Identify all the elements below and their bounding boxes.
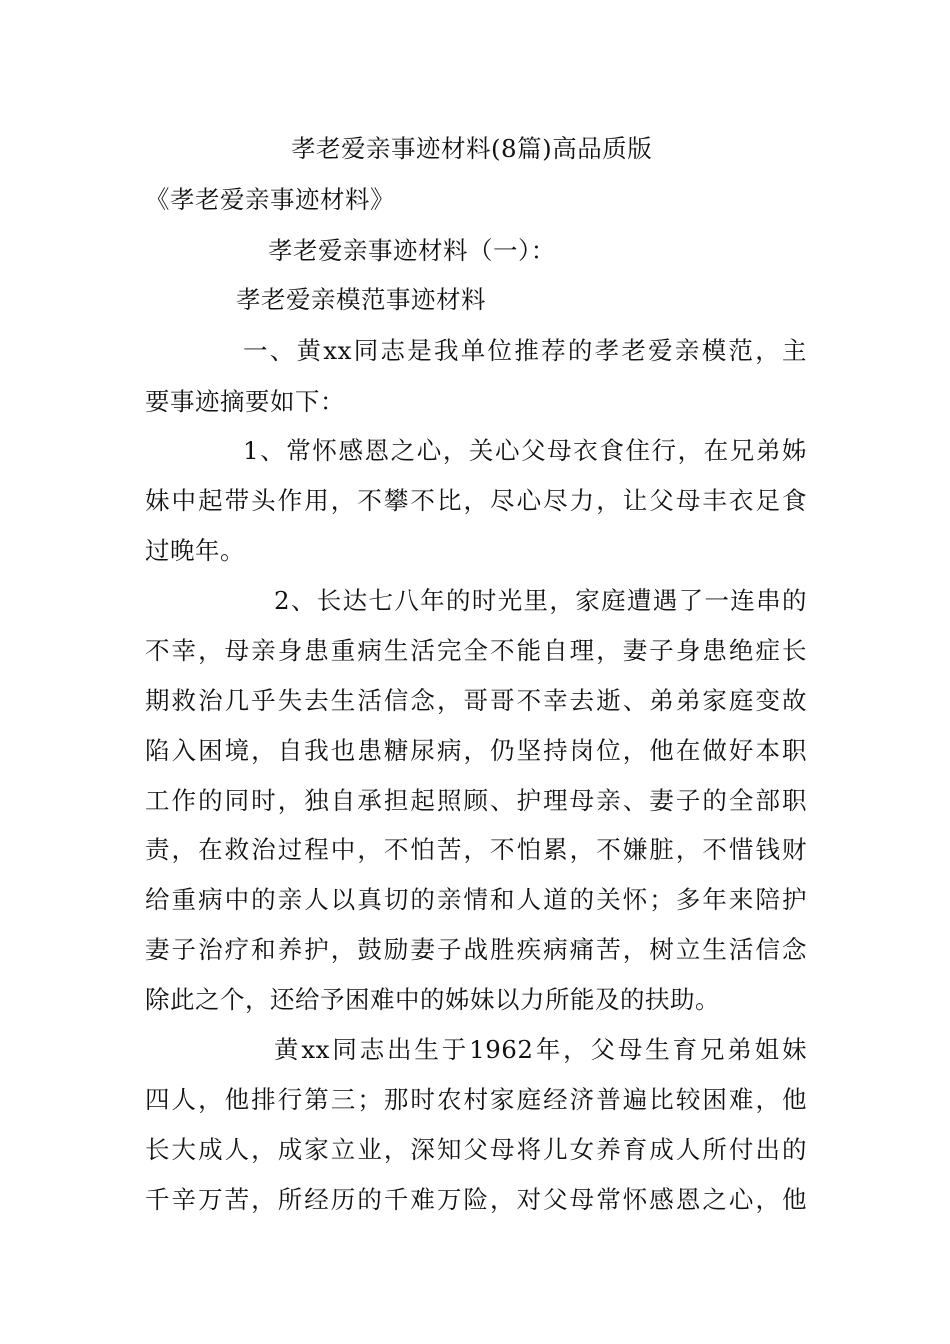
- paragraph-2-line-3: 过晚年。: [145, 536, 245, 565]
- paragraph-2-line-2: 妹中起带头作用，不攀不比，尽心尽力，让父母丰衣足食: [145, 486, 807, 515]
- paragraph-3-line-1: 2、长达七八年的时光里，家庭遭遇了一连串的: [274, 586, 807, 615]
- paragraph-3-line-9: 除此之个，还给予困难中的姊妹以力所能及的扶助。: [145, 985, 720, 1014]
- document-title: 孝老爱亲事迹材料(8篇)高品质版: [291, 134, 653, 163]
- paragraph-1-line-2: 要事迹摘要如下：: [145, 387, 345, 416]
- paragraph-2-line-1: 1、常怀感恩之心，关心父母衣食住行，在兄弟姊: [243, 436, 807, 465]
- paragraph-3-line-3: 期救治几乎失去生活信念，哥哥不幸去逝、弟弟家庭变故: [145, 686, 807, 715]
- paragraph-3-line-4: 陷入困境，自我也患糖尿病，仍坚持岗位，他在做好本职: [145, 736, 807, 765]
- section-heading: 孝老爱亲事迹材料（一）：: [268, 236, 556, 265]
- subheading: 孝老爱亲模范事迹材料: [236, 285, 486, 314]
- paragraph-4-line-3: 长大成人，成家立业，深知父母将儿女养育成人所付出的: [145, 1135, 807, 1164]
- paragraph-4-line-1: 黄xx同志出生于1962年，父母生育兄弟姐妹: [274, 1035, 807, 1064]
- paragraph-1-line-1: 一、黄xx同志是我单位推荐的孝老爱亲模范，主: [243, 336, 807, 365]
- paragraph-4-line-2: 四人，他排行第三；那时农村家庭经济普遍比较困难，他: [145, 1085, 807, 1114]
- paragraph-4-line-4: 千辛万苦，所经历的千难万险，对父母常怀感恩之心，他: [145, 1185, 807, 1214]
- paragraph-3-line-2: 不幸，母亲身患重病生活完全不能自理，妻子身患绝症长: [145, 636, 807, 665]
- paragraph-3-line-8: 妻子治疗和养护，鼓励妻子战胜疾病痛苦，树立生活信念: [145, 935, 807, 964]
- paragraph-3-line-6: 责，在救治过程中，不怕苦，不怕累，不嫌脏，不惜钱财: [145, 835, 807, 864]
- paragraph-3-line-7: 给重病中的亲人以真切的亲情和人道的关怀；多年来陪护: [145, 885, 807, 914]
- paragraph-3-line-5: 工作的同时，独自承担起照顾、护理母亲、妻子的全部职: [145, 786, 807, 815]
- book-title: 《孝老爱亲事迹材料》: [145, 185, 395, 214]
